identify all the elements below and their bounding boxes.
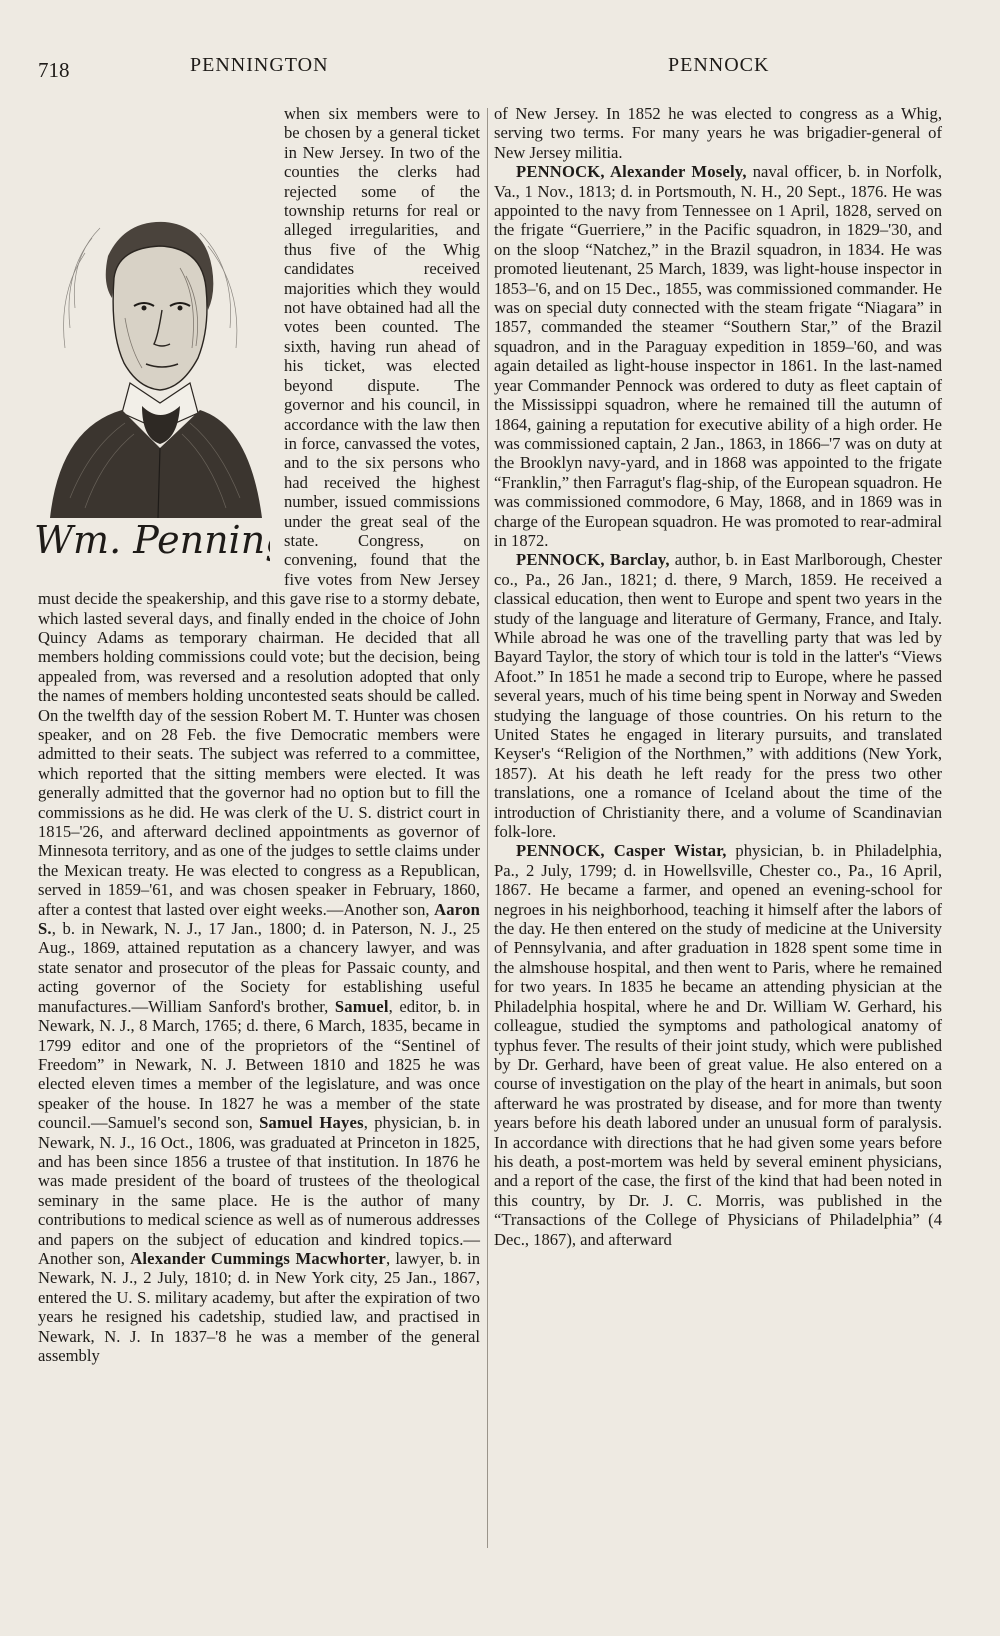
pennington-entry-continued: of New Jersey. In 1852 he was elected to congress as a Whig, serving two terms. For many years he was brigadier-general of New Jersey militia. [494, 104, 942, 162]
running-head-right: PENNOCK [668, 54, 770, 76]
headword-casper-wistar: PENNOCK, Casper Wistar, [516, 841, 727, 861]
entry-text: , b. in Newark, N. J., 17 Jan., 1800; d. in Paterson, N. J., 25 Aug., 1869, attained reputation as a chancery lawyer, and was state senator and prosecutor of the pleas for Passaic county, and acting governor of the Society for establishing useful manufactures.—William Sanford's brother, [38, 919, 480, 1016]
entry-text: physician, b. in Philadelphia, Pa., 2 July, 1799; d. in Howellsville, Chester co., Pa., 16 April, 1867. He became a farmer, and opened an evening-school for negroes in his neighborhood, teaching it himself after the labors of the day. He then entered on the study of medicine at the University of Pennsylvania, and after graduation in 1828 spent some time in the almshouse hospital, and then went to Paris, where he remained for two years. In 1835 he became an attending physician at the Philadelphia hospital, where he and Dr. William W. Gerhard, his colleague, studied the symptoms and pathological anatomy of typhus fever. The results of their joint study, which were published by Dr. Gerhard, have been of great value. He also entered on a course of investigation on the play of the heart in animals, but soon afterward he was prostrated by disease, and for more than twenty years before his death labored under an unusual form of paralysis. In accordance with directions that he had given some years before his death, a post-mortem was held by several eminent physicians, and a report of the case, the first of the kind that had been noted in this country, by Dr. J. C. Morris, was published in the “Transactions of the College of Physicians of Philadelphia” (4 Dec., 1867), and afterward [494, 841, 942, 1249]
headword-alexander-mosely: PENNOCK, Alexander Mosely, [516, 162, 747, 182]
headword-samuel: Samuel [334, 996, 389, 1016]
entry-text: , physician, b. in Newark, N. J., 16 Oct., 1806, was graduated at Princeton in 1825, and has been since 1856 a trustee of that institution. In 1876 he was made president of the board of trustees of the theological seminary in the same place. He is the author of many contributions to medical science as well as of numerous addresses and papers on the subject of education and kindred topics.—Another son, [38, 1113, 480, 1268]
entry-alexander-mosely-pennock [494, 162, 942, 550]
right-column [494, 104, 942, 1249]
headword-barclay: PENNOCK, Barclay, [516, 550, 670, 570]
entry-text: author, b. in East Marlborough, Chester co., Pa., 26 Jan., 1821; d. there, 9 March, 1859. He received a classical education, then went to Europe and spent two years in the study of the language and literature of Germany, France, and Italy. While abroad he was one of the travelling party that was led by Bayard Taylor, the story of which tour is told in the latter's “Views Afoot.” In 1851 he made a second trip to Europe, where he passed several years, much of his time being spent in Norway and Sweden studying the language of those countries. On his return to the United States he engaged in literary pursuits, and translated Keyser's “Religion of the Northmen,” with additions (New York, 1857). At his death he left ready for the press two other translations, one a romance of Iceland about the time of the introduction of Christianity there, and a volume of Scandinavian folk-lore. [494, 550, 942, 842]
portrait-figure [30, 198, 270, 580]
engraved-portrait-icon [30, 198, 270, 580]
entry-barclay-pennock [494, 550, 942, 841]
page-header [0, 50, 1000, 84]
headword-alexander: Alexander Cummings Macwhorter [130, 1248, 386, 1268]
entry-text: , lawyer, b. in Newark, N. J., 2 July, 1810; d. in New York city, 25 Jan., 1867, entered the U. S. military academy, but after the expiration of two years he resigned his cadetship, studied law, and practised in Newark, N. J. In 1837–'8 he was a member of the general assembly [38, 1248, 480, 1365]
headword-samuel-hayes: Samuel Hayes [259, 1113, 364, 1133]
headword-aaron: Aaron S. [38, 899, 480, 939]
portrait-signature: Wm. Pennin [34, 518, 266, 562]
entry-text: , editor, b. in Newark, N. J., 8 March, 1765; d. there, 6 March, 1835, became in 1799 editor and one of the proprietors of the “Sentinel of Freedom” in Newark, N. J. Between 1810 and 1825 he was elected eleven times a member of the legislature, and was once speaker of the house. In 1827 he was a member of the state council.—Samuel's second son, [38, 996, 480, 1133]
entry-casper-wistar-pennock [494, 841, 942, 1249]
page-number: 718 [38, 58, 70, 82]
entry-text: when six members were to be chosen by a general ticket in New Jersey. In two of the counties the clerks had rejected some of the township returns for real or alleged irregularities, and thus five of the Whig candidates received majorities which they would not have obtained had all the votes been counted. The sixth, having run ahead of his ticket, was elected beyond dispute. The governor and his council, in accordance with the law then in force, canvassed the votes, and to the six persons who had received the highest number, issued commissions under the great seal of the state. Congress, on convening, found that the five votes from New Jersey must decide the speakership, and this gave rise to a stormy debate, which lasted several days, and finally ended in the choice of John Quincy Adams as temporary chairman. He decided that all members holding commissions could vote; but the decision, being appealed from, was reversed and a resolution adopted that only the names of members holding uncontested seats should be called. On the twelfth day of the session Robert M. T. Hunter was chosen speaker, and on 28 Feb. the five Democratic members were admitted to their seats. The subject was referred to a committee, which reported that the sitting members were elected. It was generally admitted that the governor had no option but to fill the commissions as he did. He was clerk of the U. S. district court in 1815–'26, and afterward declined appointments as governor of Minnesota territory, and as one of the judges to settle claims under the Mexican treaty. He was elected to congress as a Republican, served in 1859–'61, and was chosen speaker in February, 1860, after a contest that lasted over eight weeks.—Another son, [38, 104, 480, 919]
running-head-left: PENNINGTON [190, 54, 329, 76]
column-divider [487, 108, 488, 1548]
entry-text: naval officer, b. in Norfolk, Va., 1 Nov., 1813; d. in Portsmouth, N. H., 20 Sept., 1876. He was appointed to the navy from Tennessee on 1 April, 1828, served on the frigate “Guerriere,” in the Pacific squadron, in 1829–'30, and on the sloop “Natchez,” in the Brazil squadron, in 1834. He was promoted lieutenant, 25 March, 1839, was light-house inspector in 1853–'6, and on 15 Dec., 1855, was commissioned commander. He was on special duty connected with the steam frigate “Niagara” in 1857, commanded the steamer “Southern Star,” of the Brazil squadron, and in the Paraguay expedition in 1859–'60, and was again detailed as light-house inspector in 1861. In the last-named year Commander Pennock was ordered to duty as fleet captain of the Mississippi squadron, where he remained till the autumn of 1864, gaining a reputation for executive ability of a high order. He was commissioned captain, 2 Jan., 1863, in 1866–'7 was on duty at the Brooklyn navy-yard, and in 1868 was appointed to the frigate “Franklin,” then Farragut's flag-ship, of the European squadron. He was commissioned commodore, 6 May, 1868, and in 1869 was in charge of the European squadron. He was promoted to rear-admiral in 1872. [494, 162, 942, 550]
